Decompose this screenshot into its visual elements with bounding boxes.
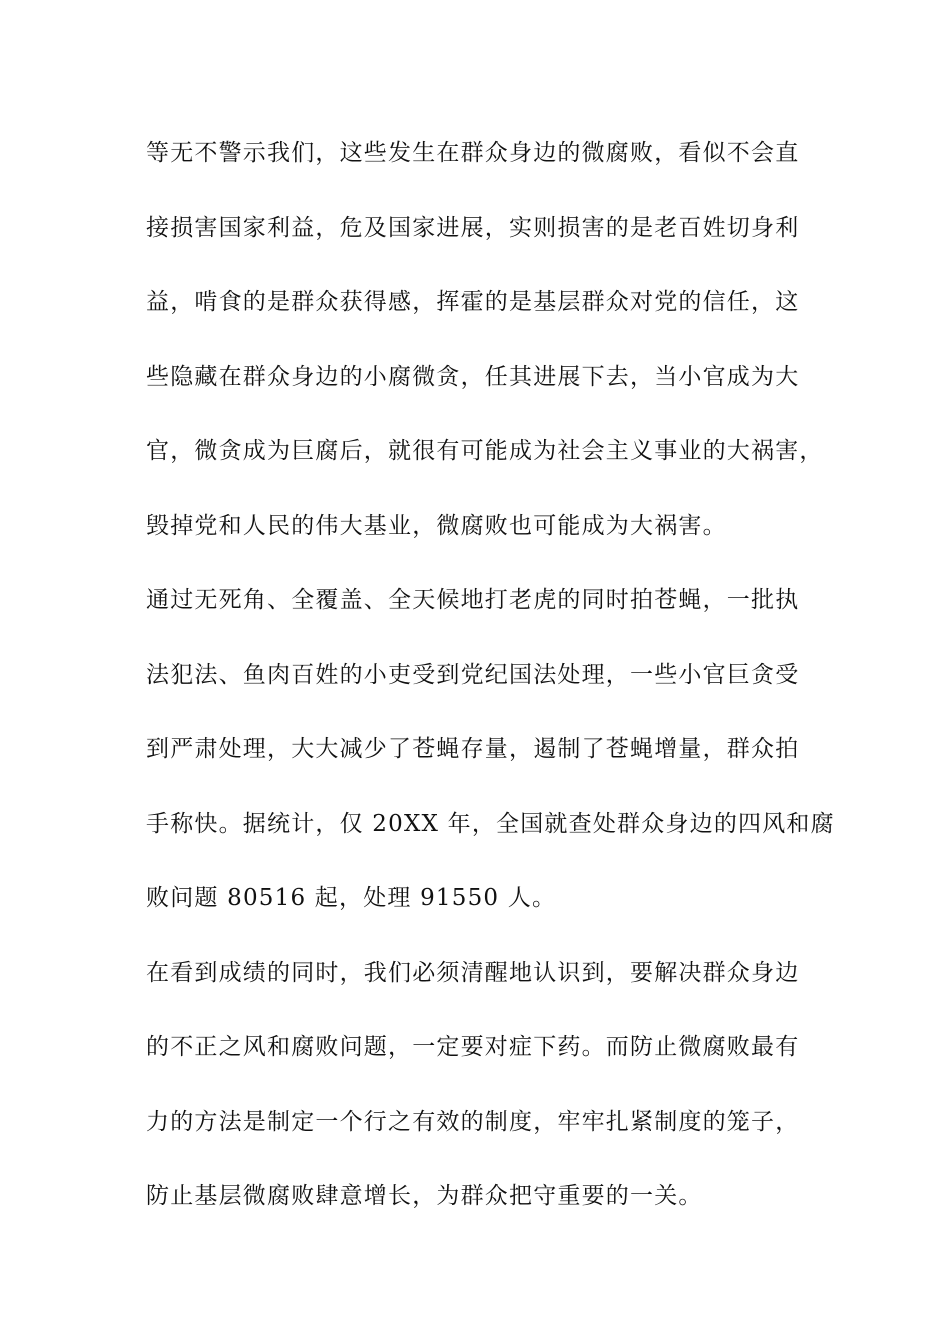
text-line: 手称快。据统计，仅 20XX 年，全国就查处群众身边的四风和腐: [146, 810, 835, 837]
text-line: 在看到成绩的同时，我们必须清醒地认识到，要解决群众身边: [146, 959, 800, 986]
text-line: 等无不警示我们，这些发生在群众身边的微腐败，看似不会直: [146, 140, 800, 166]
text-line: 败问题 80516 起，处理 91550 人。: [146, 885, 557, 911]
text-line: 通过无死角、全覆盖、全天候地打老虎的同时拍苍蝇，一批执: [146, 587, 800, 613]
text-line: 官，微贪成为巨腐后，就很有可能成为社会主义事业的大祸害，: [146, 438, 824, 464]
text-line: 防止基层微腐败肆意增长，为群众把守重要的一关。: [146, 1183, 703, 1209]
text-line: 力的方法是制定一个行之有效的制度，牢牢扎紧制度的笼子，: [146, 1108, 800, 1135]
text-line: 些隐藏在群众身边的小腐微贪，任其进展下去，当小官成为大: [146, 363, 800, 390]
text-line: 法犯法、鱼肉百姓的小吏受到党纪国法处理，一些小官巨贪受: [146, 661, 800, 688]
body-text: [146, 128, 836, 1246]
text-line: 毁掉党和人民的伟大基业，微腐败也可能成为大祸害。: [146, 512, 727, 539]
text-line: 接损害国家利益，危及国家进展，实则损害的是老百姓切身利: [146, 214, 800, 241]
text-line: 的不正之风和腐败问题，一定要对症下药。而防止微腐败最有: [146, 1034, 800, 1060]
text-line: 到严肃处理，大大减少了苍蝇存量，遏制了苍蝇增量，群众拍: [146, 736, 800, 762]
text-line: 益，啃食的是群众获得感，挥霍的是基层群众对党的信任，这: [146, 289, 800, 315]
